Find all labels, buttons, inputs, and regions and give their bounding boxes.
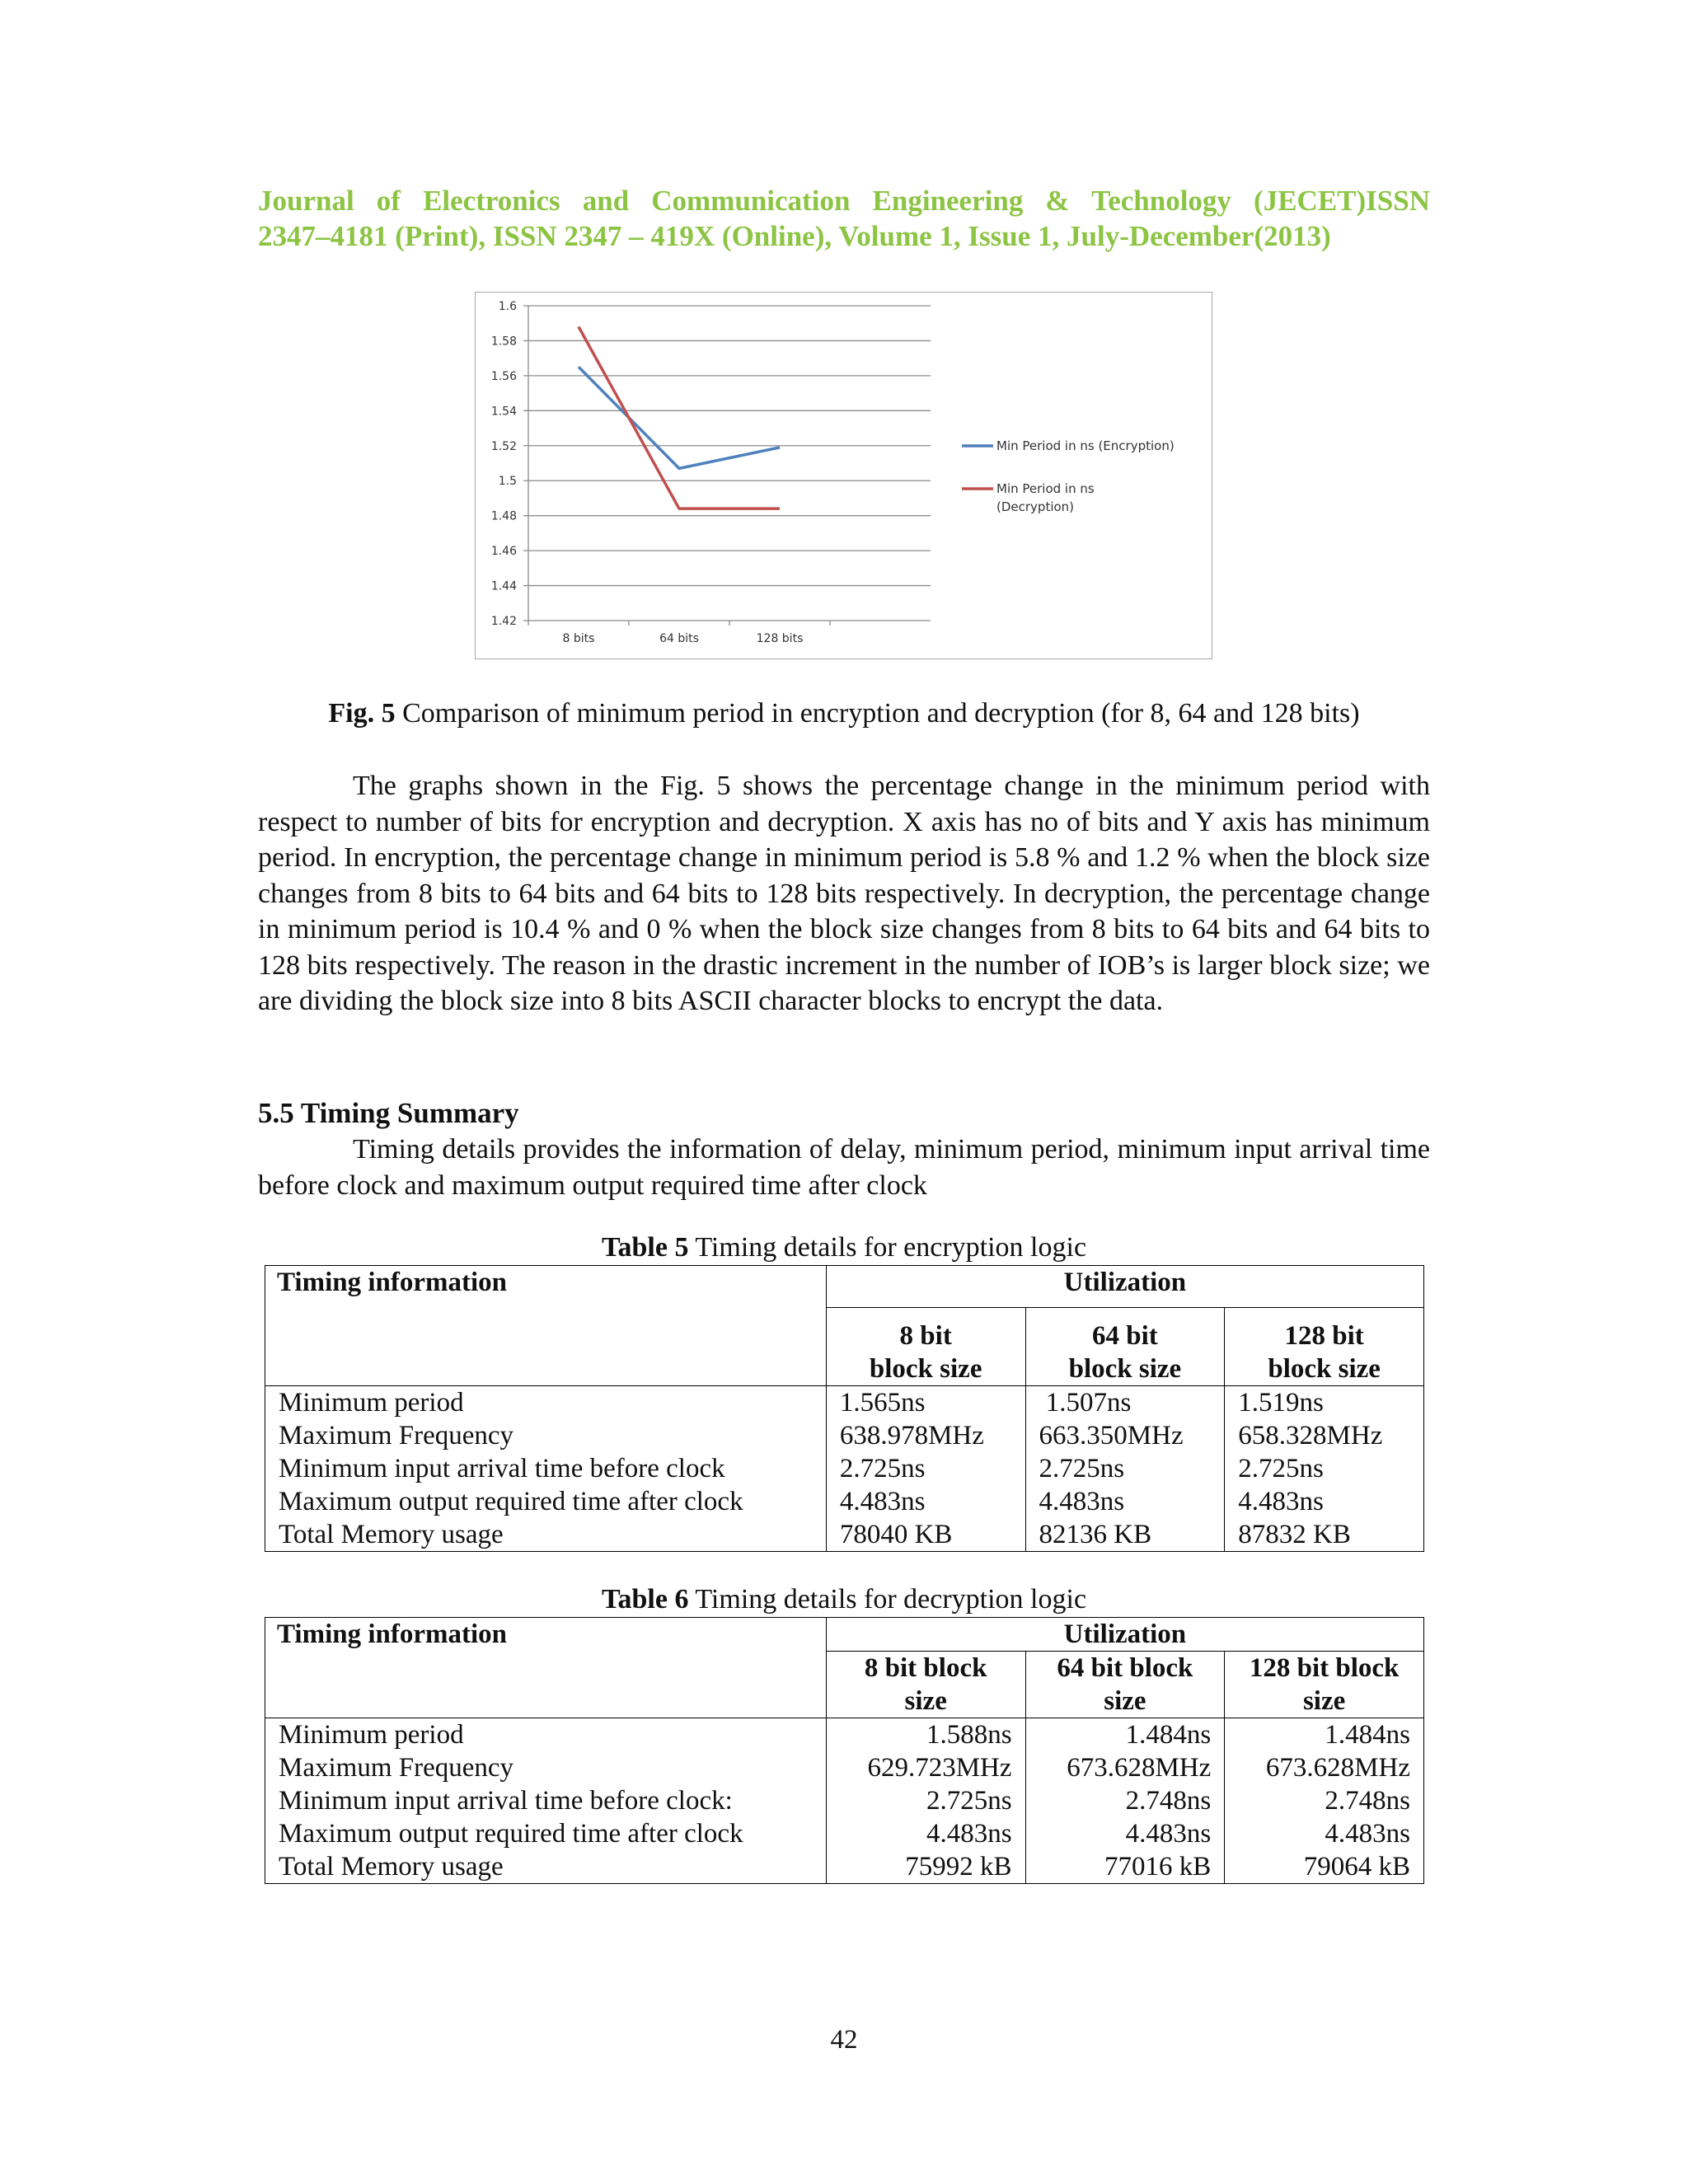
table-cell-value: 4.483ns xyxy=(1225,1485,1424,1518)
table-cell-label: Maximum output required time after clock xyxy=(265,1817,827,1850)
table-5-header-utilization: Utilization xyxy=(826,1266,1423,1308)
table-cell-label: Minimum input arrival time before clock xyxy=(265,1452,827,1485)
table-6-title: Timing details for decryption logic xyxy=(688,1584,1087,1615)
table-6-caption xyxy=(258,1582,1430,1617)
y-tick-label: 1.48 xyxy=(490,509,517,523)
table-cell-value: 1.565ns xyxy=(826,1386,1025,1420)
table-cell-label: Total Memory usage xyxy=(265,1518,827,1552)
table-cell-value: 1.484ns xyxy=(1225,1718,1424,1752)
table-5-label: Table 5 xyxy=(601,1232,689,1263)
table-cell-value: 2.725ns xyxy=(1225,1452,1424,1485)
y-tick-label: 1.5 xyxy=(498,475,517,489)
table-row xyxy=(265,1452,1424,1485)
table-cell-value: 4.483ns xyxy=(1025,1485,1225,1518)
table-cell-label: Minimum period xyxy=(265,1386,827,1420)
table-cell-value: 2.725ns xyxy=(826,1452,1025,1485)
y-tick-label: 1.58 xyxy=(490,335,517,349)
table-row xyxy=(265,1751,1424,1784)
y-tick-label: 1.54 xyxy=(490,405,517,419)
table-cell-value: 1.507ns xyxy=(1025,1386,1225,1420)
table-6-subheader: 128 bit block size xyxy=(1225,1652,1424,1718)
table-row xyxy=(265,1718,1424,1752)
legend-label: Min Period in ns xyxy=(996,481,1095,496)
x-tick-label: 64 bits xyxy=(659,632,699,645)
table-cell-value: 79064 kB xyxy=(1225,1850,1424,1884)
table-row xyxy=(265,1817,1424,1850)
x-tick-label: 128 bits xyxy=(756,632,804,645)
table-cell-value: 1.484ns xyxy=(1025,1718,1225,1752)
table-cell-value: 1.519ns xyxy=(1225,1386,1424,1420)
table-cell-value: 673.628MHz xyxy=(1025,1751,1225,1784)
body-paragraph-1: The graphs shown in the Fig. 5 shows the percentage change in the minimum period with respect to number of bits for encryption and decryption. X axis has no of bits and Y axis has minimum period. In encryption, the percentage change in minimum period is 5.8 % and 1.2 % when the block size changes from 8 bits to 64 bits and 64 bits to 128 bits respectively. In decryption, the percentage change in minimum period is 10.4 % and 0 % when the block size changes from 8 bits to 64 bits and 64 bits to 128 bits respectively. The reason in the drastic increment in the number of IOB’s is larger block size; we are dividing the block size into 8 bits ASCII character blocks to encrypt the data. xyxy=(258,771,1430,1016)
table-row xyxy=(265,1485,1424,1518)
table-cell-value: 2.748ns xyxy=(1225,1784,1424,1817)
table-cell-value: 87832 KB xyxy=(1225,1518,1424,1552)
table-row xyxy=(265,1386,1424,1420)
table-5-caption xyxy=(258,1230,1430,1265)
table-5-subheader: 64 bit block size xyxy=(1025,1308,1225,1386)
table-cell-value: 77016 kB xyxy=(1025,1850,1225,1884)
table-5-subheader: 8 bit block size xyxy=(826,1308,1025,1386)
table-cell-value: 4.483ns xyxy=(826,1817,1025,1850)
y-tick-label: 1.52 xyxy=(490,439,517,453)
table-cell-value: 4.483ns xyxy=(826,1485,1025,1518)
table-cell-label: Maximum output required time after clock xyxy=(265,1485,827,1518)
page-number: 42 xyxy=(830,2025,858,2055)
table-6-header-utilization: Utilization xyxy=(826,1618,1423,1652)
y-tick-label: 1.56 xyxy=(490,369,517,383)
table-cell-label: Minimum input arrival time before clock: xyxy=(265,1784,827,1817)
table-row xyxy=(265,1850,1424,1884)
journal-header xyxy=(258,183,1430,254)
table-5-subheader: 128 bit block size xyxy=(1225,1308,1424,1386)
figure-5-chart xyxy=(475,292,1212,659)
table-cell-value: 663.350MHz xyxy=(1025,1419,1225,1452)
table-cell-value: 638.978MHz xyxy=(826,1419,1025,1452)
journal-header-line-1: Journal of Electronics and Communication Engineering & Technology (JECET)ISSN xyxy=(258,185,1430,217)
table-cell-value: 2.725ns xyxy=(826,1784,1025,1817)
table-row xyxy=(265,1784,1424,1817)
table-6-subheader: 8 bit block size xyxy=(826,1652,1025,1718)
legend-label: Min Period in ns (Encryption) xyxy=(996,438,1175,453)
y-tick-label: 1.42 xyxy=(490,615,517,628)
table-cell-value: 673.628MHz xyxy=(1225,1751,1424,1784)
body-paragraph-2: Timing details provides the information of delay, minimum period, minimum input arrival time before clock and maximum output required time after clock xyxy=(258,1134,1430,1201)
figure-5-caption xyxy=(258,696,1430,731)
table-cell-label: Total Memory usage xyxy=(265,1850,827,1884)
table-cell-value: 1.588ns xyxy=(826,1718,1025,1752)
series-line-decryption xyxy=(579,326,780,509)
table-cell-value: 2.748ns xyxy=(1025,1784,1225,1817)
table-cell-label: Maximum Frequency xyxy=(265,1751,827,1784)
table-6 xyxy=(265,1617,1424,1884)
table-6-label: Table 6 xyxy=(601,1584,689,1615)
table-cell-label: Maximum Frequency xyxy=(265,1419,827,1452)
table-5-title: Timing details for encryption logic xyxy=(688,1232,1087,1263)
journal-header-line-2: 2347–4181 (Print), ISSN 2347 – 419X (Online), Volume 1, Issue 1, July-December(2013) xyxy=(258,220,1331,252)
table-cell-value: 4.483ns xyxy=(1225,1817,1424,1850)
table-cell-value: 2.725ns xyxy=(1025,1452,1225,1485)
table-5 xyxy=(265,1265,1424,1552)
table-cell-value: 658.328MHz xyxy=(1225,1419,1424,1452)
table-cell-value: 629.723MHz xyxy=(826,1751,1025,1784)
table-row xyxy=(265,1419,1424,1452)
y-tick-label: 1.6 xyxy=(498,300,517,313)
table-cell-value: 75992 kB xyxy=(826,1850,1025,1884)
table-cell-value: 82136 KB xyxy=(1025,1518,1225,1552)
y-tick-label: 1.46 xyxy=(490,545,517,559)
line-chart xyxy=(476,293,1213,660)
table-cell-label: Minimum period xyxy=(265,1718,827,1752)
x-tick-label: 8 bits xyxy=(562,632,595,645)
legend-label: (Decryption) xyxy=(996,499,1075,514)
table-6-subheader: 64 bit block size xyxy=(1025,1652,1225,1718)
figure-label: Fig. 5 xyxy=(328,698,396,729)
table-6-header-timing-information: Timing information xyxy=(265,1618,827,1718)
table-cell-value: 78040 KB xyxy=(826,1518,1025,1552)
table-row xyxy=(265,1518,1424,1552)
table-5-header-timing-information: Timing information xyxy=(265,1266,827,1386)
table-cell-value: 4.483ns xyxy=(1025,1817,1225,1850)
figure-caption-text: Comparison of minimum period in encryption and decryption (for 8, 64 and 128 bits) xyxy=(395,698,1360,729)
y-tick-label: 1.44 xyxy=(490,579,517,593)
section-heading: 5.5 Timing Summary xyxy=(258,1097,519,1129)
